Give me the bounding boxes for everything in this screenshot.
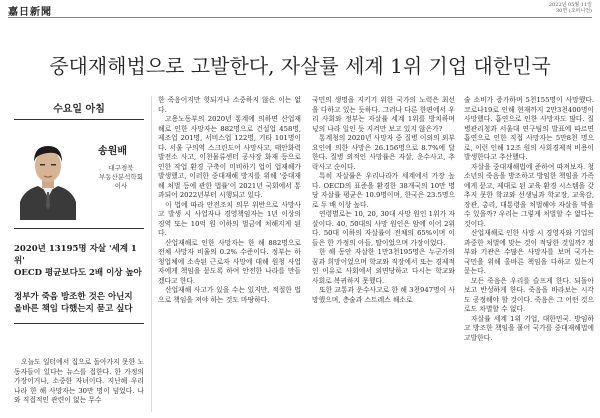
body-paragraph: 특히 자살률은 우리나라가 세계에서 가장 높다. OECD의 표준을 환경한 38개국의 10만 명당 자살률 평균은 10.9명이며, 한국은 23.5명으로 두 배 이상 높다. <box>312 172 455 209</box>
body-paragraph: 한 해 동안 자살한 1만3천195명은 누군가의 꿈과 희망이었으며 학교와 직장에서 또는 경제적인 이유로 사회에서 외면당하고 다시는 학교와 사회로 복귀하지 못했다. <box>312 248 455 285</box>
body-paragraph: 산업재해로 인한 사망자는 한 해 882명으로 전체 사망자 비율의 0.2% 수준이다. 정부는 하청업체에 소속된 근로자 사망에 대해 원청 사업자에게 책임을 묻도록 하여 안전한 나라를 만들겠다고 한다. <box>158 238 301 285</box>
column-divider <box>151 96 152 412</box>
date-text: 2022년 05월 11일 <box>548 2 592 8</box>
author-name: 송원배 <box>98 146 127 157</box>
top-rule <box>8 17 592 18</box>
author-role <box>94 164 148 191</box>
body-paragraph: 연령별로는 10, 20, 30대 사망 원인 1위가 자살이다. 40, 50대의 사망 원인은 암에 이어 2위다. 50대 이하의 자살률이 전체의 65%이며 이들은 한 가정의 아들, 딸이었으며 가장이었다. <box>312 210 455 247</box>
author-role-line: 대구경북 <box>108 164 134 172</box>
body-paragraph: 오늘도 일터에서 집으로 돌아가지 못한 노동자들이 있다는 뉴스를 접한다. 한 가정의 가장이거나, 소중한 자녀이다. 지난해 우리나라 한 해 사망자는 30만 명이 넘었다. 나와 직접적인 관련이 없는 무수 <box>14 358 144 404</box>
dateline <box>549 2 592 14</box>
subhead-rule <box>14 323 144 324</box>
author-box <box>14 120 144 228</box>
body-paragraph: 통계청의 2020년 사망자 중 질병 이외의 외부요인에 의한 사망은 26.156명으로 8.7%에 달한다. 질병 외적인 사망률은 자살, 운수사고, 추락사고 순이다. <box>312 134 455 171</box>
body-column-4 <box>464 96 594 343</box>
page-label: 30면 (오피니언) <box>555 8 592 14</box>
author-photo <box>14 128 82 220</box>
subhead-1 <box>14 243 144 279</box>
body-paragraph: 이 법에 따라 안전조치 의무 위반으로 사망사고 발생 시 사업자나 경영책임자는 1년 이상의 징역 또는 10억 원 이하의 벌금에 처해지게 된다. <box>158 200 301 237</box>
subhead-line: 정부가 죽음 방조한 것은 아닌지 <box>14 292 133 302</box>
author-sidebar <box>14 100 144 324</box>
subhead-line: 2020년 13195명 자살 '세계 1위' <box>14 244 137 266</box>
body-paragraph: 또한 교통과 운수사고로 한 해 3천947명이 사망했으며, 층술과 스트레스 해소로 <box>312 286 455 304</box>
body-column-2 <box>158 96 301 305</box>
column-title: 수요일 아침 <box>53 104 105 115</box>
author-role-line: 부동산분석학회 <box>99 173 143 181</box>
body-paragraph: 고용노동부의 2020년 통계에 의하면 산업재해로 인한 사망자는 882명으로 건설업 458명, 제조업 201명, 서비스업 122명, 기타 101명이다. 서울 구의역 스크린도어 사망사고, 태안화력발전소 사고, 이천물류센터 공사장 화재 등으로 인한 작업 환경 구축이 미비하기 업이 업재해가 발생했고, 이러한 중대재해 방지를 위해 '중대재해 처벌 등에 관한 법률'이 2021년 국회에서 통과되어 2022년부터 시행되고 있다. <box>158 115 301 199</box>
author-box-rule <box>14 228 144 229</box>
body-column-1 <box>14 358 144 406</box>
body-paragraph: 산업재해로 인한 사망 시 경영자와 기업의 과중한 처벌에 맞는 것이 적당한 것일까? 정부와 기관은 수많은 사망자를 보며 국가는 국민을 위해 올바른 책임을 다하고 있는지 묻는다. <box>464 229 594 275</box>
body-paragraph: 한 죽음이지만 헛되거나 소중하지 않은 이는 없다. <box>158 96 301 114</box>
body-paragraph: 자살률 세계 1위 기업, 대한민국. 방임하고 방조한 책임을 물어 국가를 중대재해법에 고발한다. <box>464 314 594 342</box>
newspaper-masthead: 嘉日新聞 <box>8 7 52 18</box>
headline: 중대재해법으로 고발한다, 자살률 세계 1위 기업 대한민국 <box>49 54 551 78</box>
author-role-line: 이사 <box>114 182 128 190</box>
subhead-line: 올바른 책임 다했는지 묻고 싶다 <box>14 304 133 314</box>
body-paragraph: 술 소비가 증가하며 5천155명이 사망했다. 코로나19로 인해 현재까지 2만3천400명이 사망했다. 흡연으로 인한 사망자도 많다. 질병관리청과 서울대 연구팀의 발표에 따르면 흡연으로 인한 직접 사망자는 5만8천 명으로, 이런 인해 12조 원의 사회경제적 비용이 발생한다고 추산했다. <box>464 96 594 161</box>
body-paragraph: 국민의 생명을 지키기 위한 국가의 노력은 최선을 다하고 있는 듯하다. 그러나 다른 한편에서 우리 사회와 정부는 자살률 세계 1위를 방치하며 넋의 나라 일인 듯 지켜만 보고 있지 않은가? <box>312 96 455 133</box>
body-paragraph: 자살을 중대재해법에 준하여 따져보자. 청소년의 죽음을 방조하고 방임한 책임을 가족에게 묻고, 제대로 된 교육 환경 시스템을 갖추지 못한 학교와 선생님과 학교장, 교육감, 장관, 총리, 대통령을 처벌해야 자살을 막을 수 있을까? 우리는 그렇게 처벌할 수 없다는 것이다. <box>464 162 594 228</box>
subhead-line: OECD 평균보다도 2배 이상 높아 <box>14 268 142 278</box>
body-column-3 <box>312 96 455 305</box>
body-paragraph: 모든 죽음은 우리를 슬프게 한다. 되돌아보고 반성하게 한다. 죽음을 바라보는 시각도 공정해야 할 것이다. 죽음은 그 어떤 것으로도 차별할 수 없다. <box>464 276 594 313</box>
subhead-2 <box>14 291 144 315</box>
body-paragraph: 산업재해 사고가 있을 수는 있지만, 적절한 법으로 책임을 져야 하는 것도 마땅하다. <box>158 286 301 304</box>
